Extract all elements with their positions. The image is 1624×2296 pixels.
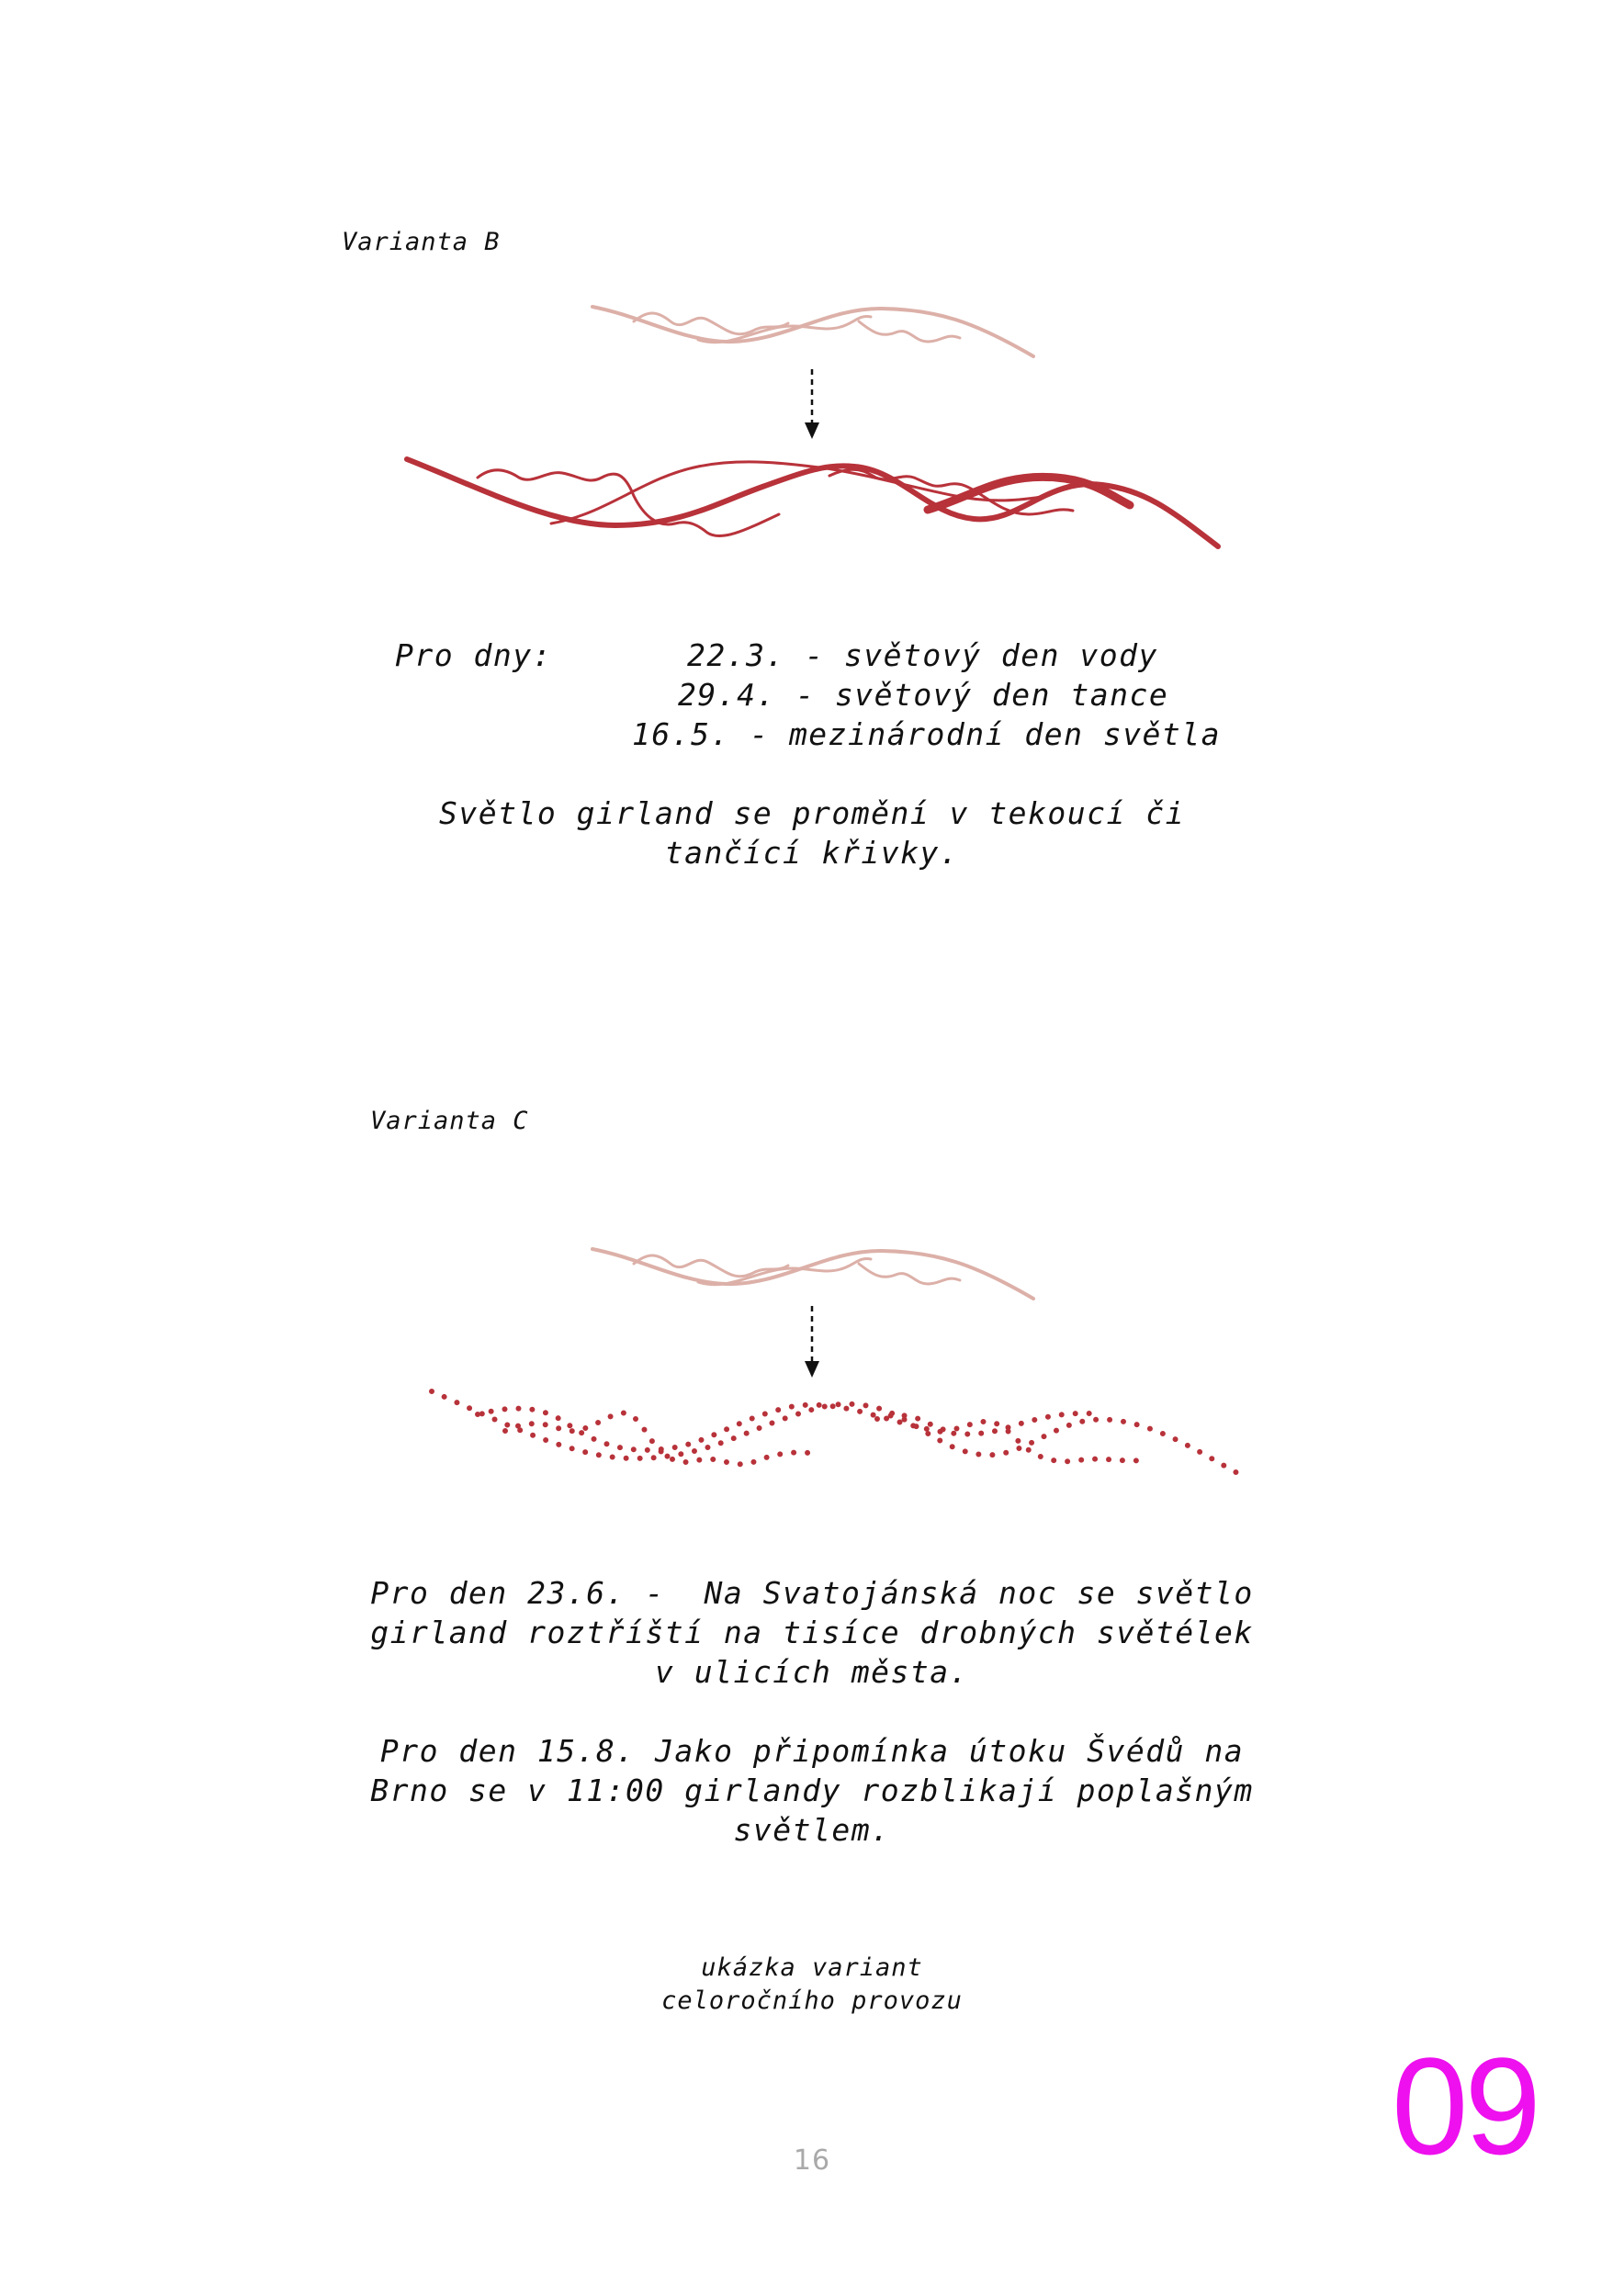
dotted-curve-main (432, 1391, 1247, 1479)
dark-curve-main (407, 459, 1218, 546)
light-curve-4 (859, 1264, 960, 1284)
section-number: 09 (1392, 2029, 1538, 2183)
dotted-curve-squiggle-2 (877, 1415, 1144, 1461)
down-arrow-icon (805, 1306, 819, 1378)
page-number: 16 (793, 2144, 831, 2177)
variant-c-paragraph-1-line: v ulicích města. (655, 1654, 969, 1690)
variant-c-paragraph-1-line: Pro den 23.6. - Na Svatojánská noc se světlo (370, 1575, 1254, 1611)
light-curve-4 (859, 321, 960, 342)
variant-c-dotted-garland (432, 1391, 1247, 1479)
day-item: 22.3. - světový den vody (687, 637, 1158, 673)
caption-line: ukázka variant (701, 1953, 923, 1982)
variant-c-paragraph-2-line: světlem. (733, 1812, 891, 1848)
variant-b-description-line: tančící křivky. (664, 835, 960, 871)
variant-c-paragraph-2-line: Pro den 15.8. Jako připomínka útoku Švédů na (379, 1733, 1245, 1769)
down-arrow-icon (805, 369, 819, 439)
variant-b-diagram (0, 276, 1624, 579)
variant-c-diagram (0, 1221, 1624, 1515)
variant-c-label: Varianta C (370, 1107, 529, 1135)
variant-b-flowing-garland (407, 459, 1218, 546)
variant-b-label: Varianta B (342, 228, 501, 256)
variant-c-source-garland (592, 1249, 1033, 1299)
variant-c-paragraph-2-line: Brno se v 11:00 girlandy rozblikají poplašným (370, 1773, 1254, 1808)
caption-line: celoročního provozu (661, 1986, 963, 2015)
dotted-curve-secondary (478, 1405, 1102, 1450)
day-item: 29.4. - světový den tance (678, 677, 1169, 713)
variant-b-source-garland (592, 307, 1033, 356)
dotted-curve-squiggle-1 (505, 1412, 808, 1464)
days-label: Pro dny: (395, 637, 552, 673)
variant-b-description-line: Světlo girland se promění v tekoucí či (439, 795, 1185, 831)
day-item: 16.5. - mezinárodní den světla (632, 716, 1222, 752)
variant-c-paragraph-1-line: girland roztříští na tisíce drobných světélek (370, 1615, 1254, 1650)
